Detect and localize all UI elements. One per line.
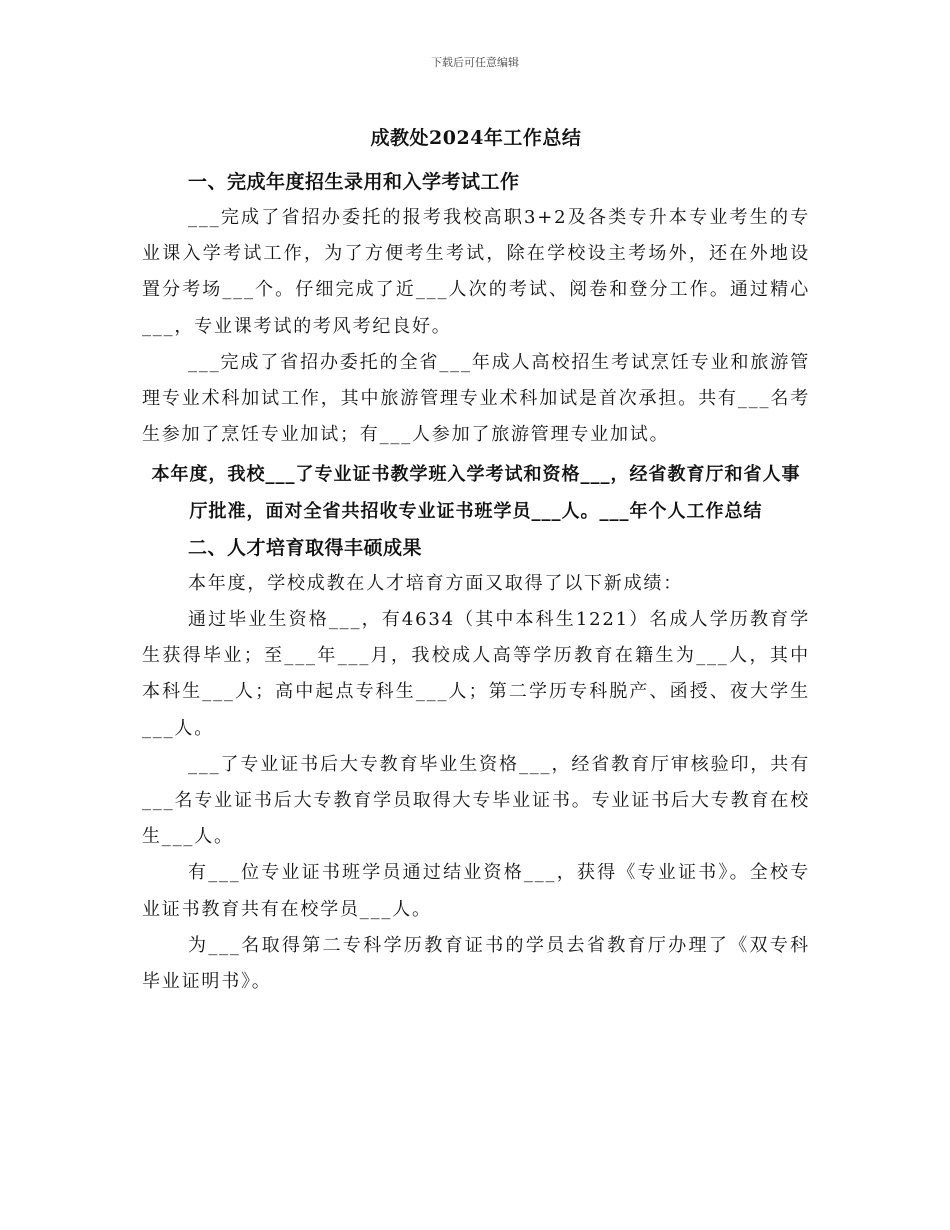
header-note: 下载后可任意编辑 <box>431 56 519 69</box>
paragraph: 有___位专业证书班学员通过结业资格___，获得《专业证书》。全校专业证书教育共有在校学员___人。 <box>142 862 810 920</box>
paragraph: 通过毕业生资格___，有4634（其中本科生1221）名成人学历教育学生获得毕业；至___年___月，我校成人高等学历教育在籍生为___人，其中本科生___人；高中起点专科生___人；第二学历专科脱产、函授、夜大学生___人。 <box>142 609 810 739</box>
paragraph: 为___名取得第二专科学历教育证书的学员去省教育厅办理了《双专科毕业证明书》。 <box>142 934 810 993</box>
document-title: 成教处2024年工作总结 <box>370 127 582 149</box>
paragraph: ___了专业证书后大专教育毕业生资格___，经省教育厅审核验印，共有___名专业证书后大专教育学员取得大专毕业证书。专业证书后大专教育在校生___人。 <box>142 753 810 848</box>
paragraph: ___完成了省招办委托的报考我校高职3+2及各类专升本专业考生的专业课入学考试工作，为了方便考生考试，除在学校设主考场外，还在外地设置分考场___个。仔细完成了近___人次的考试、阅卷和登分工作。通过精心___，专业课考试的考风考纪良好。 <box>142 207 810 337</box>
paragraph: 本年度，学校成教在人才培育方面又取得了以下新成绩： <box>188 572 683 594</box>
document-body <box>142 120 810 1000</box>
bold-paragraph: 本年度，我校___了专业证书教学班入学考试和资格___，经省教育厅和省人事厅批准，面对全省共招收专业证书班学员___人。___年个人工作总结 <box>151 464 801 522</box>
paragraph: ___完成了省招办委托的全省___年成人高校招生考试烹饪专业和旅游管理专业术科加试工作，其中旅游管理专业术科加试是首次承担。共有___名考生参加了烹饪专业加试；有___人参加了旅游管理专业加试。 <box>142 351 810 446</box>
section-heading-1: 一、完成年度招生录用和入学考试工作 <box>188 171 520 193</box>
section-heading-2: 二、人才培育取得丰硕成果 <box>188 536 423 559</box>
